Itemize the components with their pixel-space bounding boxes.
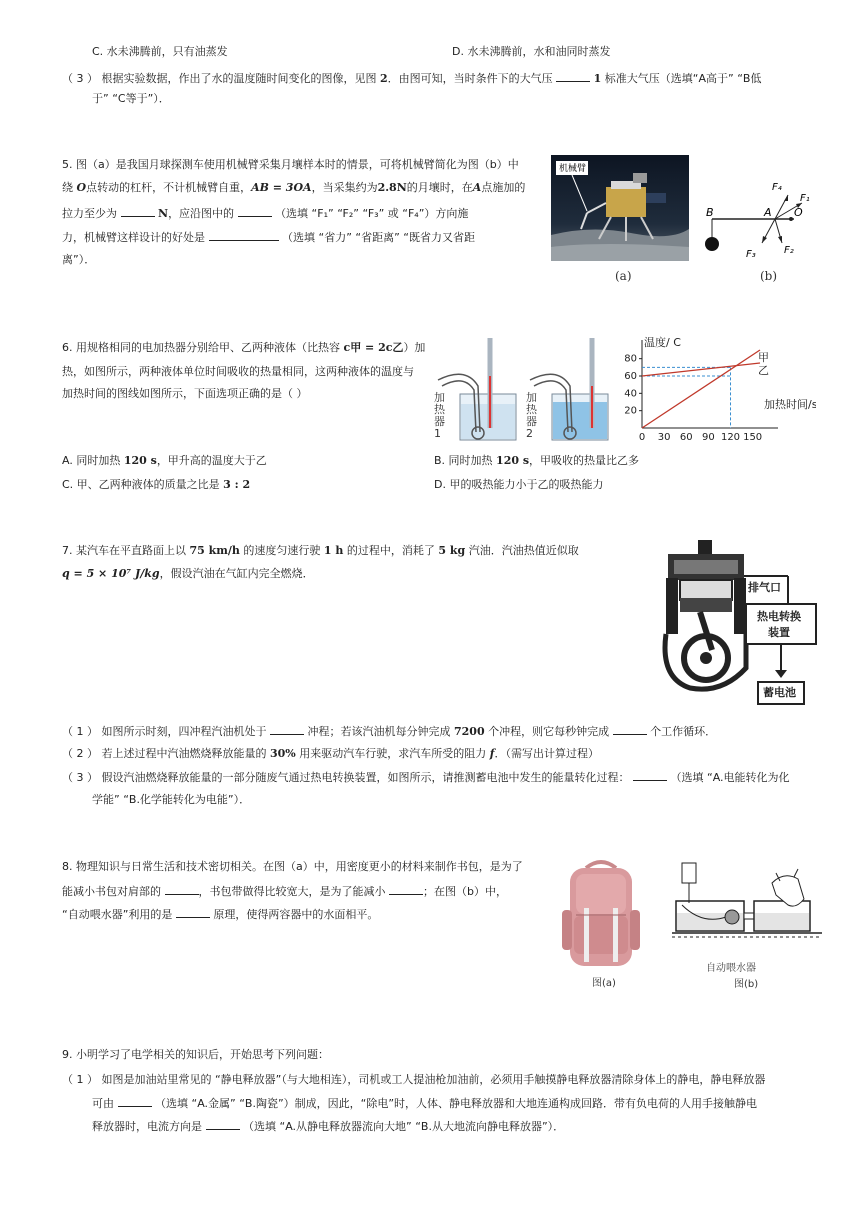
- q9-sub1-line1: （ 1 ） 如图是加油站里常见的 “静电释放器”（与大地相连），司机或工人提油枪加油前，必须用手触摸静电释放器清除身体上的静电，静电释放器: [62, 1073, 766, 1086]
- x-tick-label: 30: [657, 432, 671, 443]
- q6-line2: 热，如图所示，两种液体单位时间吸收的热量相同，这两种液体的温度与: [62, 365, 414, 378]
- q4-blank-pressure[interactable]: [556, 71, 590, 82]
- q6-line1: 6. 用规格相同的电加热器分别给甲、乙两种液体（比热容 c甲 = 2c乙）加: [62, 341, 426, 354]
- series-line-1: [642, 363, 760, 376]
- force-f2-label: F₂: [784, 245, 794, 256]
- q5-line1: 5. 图（a）是我国月球探测车使用机械臂采集月壤样本时的情景，可将机械臂简化为图（b）中: [62, 158, 519, 171]
- q7-line1: 7. 某汽车在平直路面上以 75 km/h 的速度匀速行驶 1 h 的过程中，消耗了 5 kg 汽油．汽油热值近似取: [62, 544, 579, 557]
- force-f3-label: F₃: [746, 249, 756, 260]
- q4-option-c[interactable]: C. 水未沸腾前，只有油蒸发: [92, 45, 228, 58]
- q8-line1: 8. 物理知识与日常生活和技术密切相关。在图（a）中，用密度更小的材料来制作书包，是为了: [62, 860, 523, 873]
- q8-line2: 能减小书包对肩部的 ，书包带做得比较宽大，是为了能减小 ；在图（b）中，: [62, 885, 507, 898]
- q7-blank-cycles[interactable]: [613, 724, 647, 735]
- x-tick-label: 0: [638, 432, 646, 443]
- temperature-time-chart: [620, 334, 816, 446]
- q8-line3: “自动喂水器”利用的是 原理，使得两容器中的水面相平。: [62, 908, 379, 921]
- q5-blank-force[interactable]: [121, 206, 155, 217]
- q8-blank-principle[interactable]: [176, 907, 210, 918]
- series-label-2: 乙: [758, 364, 769, 377]
- exhaust-port-label: 排气口: [748, 581, 781, 594]
- auto-water-feeder-diagram: [672, 855, 822, 960]
- lever-diagram: [702, 175, 817, 265]
- y-tick-label: 40: [624, 388, 637, 400]
- y-axis-title: 温度/ C: [644, 336, 681, 349]
- q6-option-d[interactable]: D. 甲的吸热能力小于乙的吸热能力: [434, 478, 604, 491]
- thermoelectric-converter-label-2: 装置: [768, 626, 790, 639]
- heater-beakers-figure: [430, 336, 620, 446]
- q5-caption-b: (b): [760, 269, 778, 283]
- battery-label: 蓄电池: [763, 686, 796, 699]
- y-tick-label: 20: [624, 405, 637, 417]
- q9-blank-current[interactable]: [206, 1119, 240, 1130]
- q7-sub3-line2: 学能” “B.化学能转化为电能”）．: [92, 793, 251, 806]
- q6-option-c[interactable]: C. 甲、乙两种液体的质量之比是 3 : 2: [62, 478, 251, 491]
- q7-sub1: （ 1 ） 如图所示时刻，四冲程汽油机处于 冲程；若该汽油机每分钟完成 7200 个冲程，则它每秒钟完成 个工作循环．: [62, 725, 717, 738]
- robot-arm-label: 机械臂: [559, 164, 587, 174]
- lunar-rover-photo: [551, 155, 689, 261]
- q5-line2: 绕 O点转动的杠杆，不计机械臂自重，AB = 3OA，当采集约为2.8N的月壤时，在A点施加的: [62, 181, 526, 194]
- x-tick-label: 150: [743, 432, 763, 443]
- x-axis-title: 加热时间/s: [764, 398, 816, 411]
- force-f4-label: F₄: [772, 182, 782, 193]
- q5-caption-a: (a): [615, 269, 632, 283]
- q7-sub3-line1: （ 3 ） 假设汽油燃烧释放能量的一部分随废气通过热电转换装置，如图所示，请推测蓄电池中发生的能量转化过程： （选填 “A.电能转化为化: [62, 771, 790, 784]
- q6-option-a[interactable]: A. 同时加热 120 s，甲升高的温度大于乙: [62, 454, 267, 467]
- q5-line5: 离”）．: [62, 253, 96, 266]
- x-tick-label: 60: [679, 432, 693, 443]
- q7-line2: q = 5 × 10⁷ J/kg，假设汽油在气缸内完全燃烧．: [62, 567, 314, 580]
- q5-line3: 拉力至少为 N，应沿图中的 （选填 “F₁” “F₂” “F₃” 或 “F₄”）方向施: [62, 207, 469, 220]
- q5-blank-direction[interactable]: [238, 206, 272, 217]
- force-f1-label: F₁: [800, 193, 810, 204]
- engine-diagram: [660, 538, 820, 710]
- q9-sub1-line3: 释放器时，电流方向是 （选填 “A.从静电释放器流向大地” “B.从大地流向静电释放器”）．: [92, 1120, 565, 1133]
- q5-blank-advantage[interactable]: [209, 230, 279, 241]
- backpack-image: [556, 858, 646, 973]
- x-tick-label: 90: [702, 432, 715, 443]
- q7-blank-stroke[interactable]: [270, 724, 304, 735]
- heater-2-label: 加热器2: [526, 391, 537, 440]
- heater-1-label: 加热器1: [434, 391, 445, 440]
- q9-sub1-line2: 可由 （选填 “A.金属” “B.陶瓷”）制成，因此，“除电”时，人体、静电释放器和大地连通构成回路．带有负电荷的人用手接触静电: [92, 1097, 758, 1110]
- q7-sub2: （ 2 ） 若上述过程中汽油燃烧释放能量的 30% 用来驱动汽车行驶，求汽车所受的阻力 f．（需写出计算过程）: [62, 747, 599, 760]
- series-label-1: 甲: [758, 351, 769, 364]
- point-a-label: A: [764, 206, 772, 219]
- q4-sub3-line1: （ 3 ） 根据实验数据，作出了水的温度随时间变化的图像，见图 2．由图可知，当时条件下的大气压 1 标准大气压（选填“A高于” “B低: [62, 72, 762, 85]
- point-o-label: O: [794, 206, 803, 219]
- thermoelectric-converter-label-1: 热电转换: [757, 610, 801, 623]
- q5-line4: 力，机械臂这样设计的好处是 （选填 “省力” “省距离” “既省力又省距: [62, 231, 475, 244]
- q9-line1: 9. 小明学习了电学相关的知识后，开始思考下列问题：: [62, 1048, 329, 1061]
- chart-svg: [620, 334, 816, 446]
- q8-caption-b-title: 自动喂水器: [706, 963, 756, 974]
- y-tick-label: 60: [624, 371, 637, 382]
- q6-option-b[interactable]: B. 同时加热 120 s，甲吸收的热量比乙多: [434, 454, 640, 467]
- q8-caption-a: 图(a): [592, 978, 616, 989]
- q8-caption-b: 图(b): [734, 979, 759, 990]
- y-tick-label: 80: [624, 353, 637, 365]
- q6-line3: 加热时间的图线如图所示，下面选项正确的是（ ）: [62, 387, 308, 400]
- q8-blank-pressure[interactable]: [165, 884, 199, 895]
- q7-blank-energy[interactable]: [633, 770, 667, 781]
- series-line-2: [642, 350, 760, 428]
- q9-blank-material[interactable]: [118, 1096, 152, 1107]
- point-b-label: B: [706, 206, 714, 219]
- q8-blank-reduce[interactable]: [389, 884, 423, 895]
- x-tick-label: 120: [720, 432, 741, 443]
- q4-sub3-line2: 于” “C等于”）．: [92, 92, 170, 105]
- q4-option-d[interactable]: D. 水未沸腾前，水和油同时蒸发: [452, 45, 611, 58]
